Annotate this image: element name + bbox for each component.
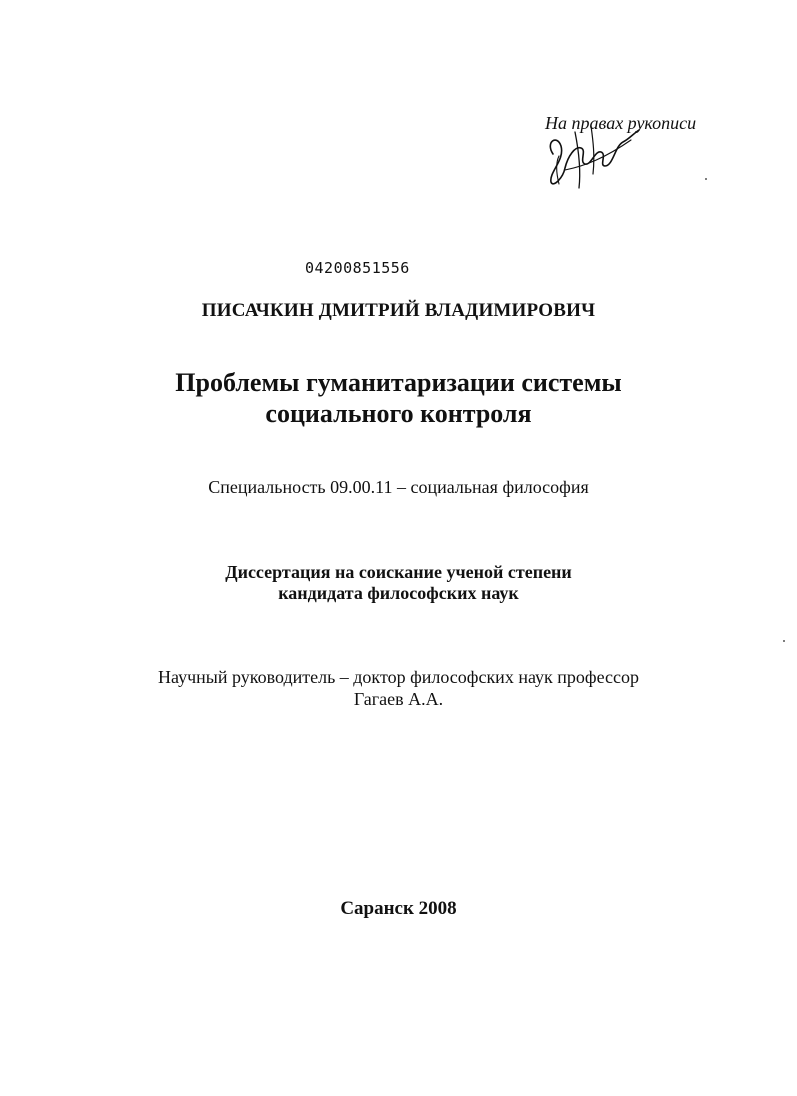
document-number: 04200851556	[305, 259, 410, 277]
supervisor-line-1: Научный руководитель – доктор философских наук профессор	[158, 667, 639, 687]
degree-statement	[0, 562, 797, 604]
title-line-1: Проблемы гуманитаризации системы	[175, 368, 622, 397]
specialty-line: Специальность 09.00.11 – социальная философия	[208, 477, 589, 497]
degree-line-1: Диссертация на соискание ученой степени	[225, 562, 572, 582]
author-name: ПИСАЧКИН ДМИТРИЙ ВЛАДИМИРОВИЧ	[201, 300, 596, 321]
supervisor-info	[0, 666, 797, 710]
city-year: Саранск 2008	[340, 898, 457, 919]
supervisor-line-2: Гагаев А.А.	[353, 689, 444, 709]
scan-speck	[783, 640, 785, 642]
degree-line-2: кандидата философских наук	[278, 583, 519, 603]
manuscript-note: На правах рукописи	[545, 113, 697, 133]
dissertation-title	[0, 367, 797, 429]
title-line-2: социального контроля	[265, 399, 532, 428]
scan-speck	[705, 178, 707, 180]
handwritten-signature	[535, 112, 665, 192]
